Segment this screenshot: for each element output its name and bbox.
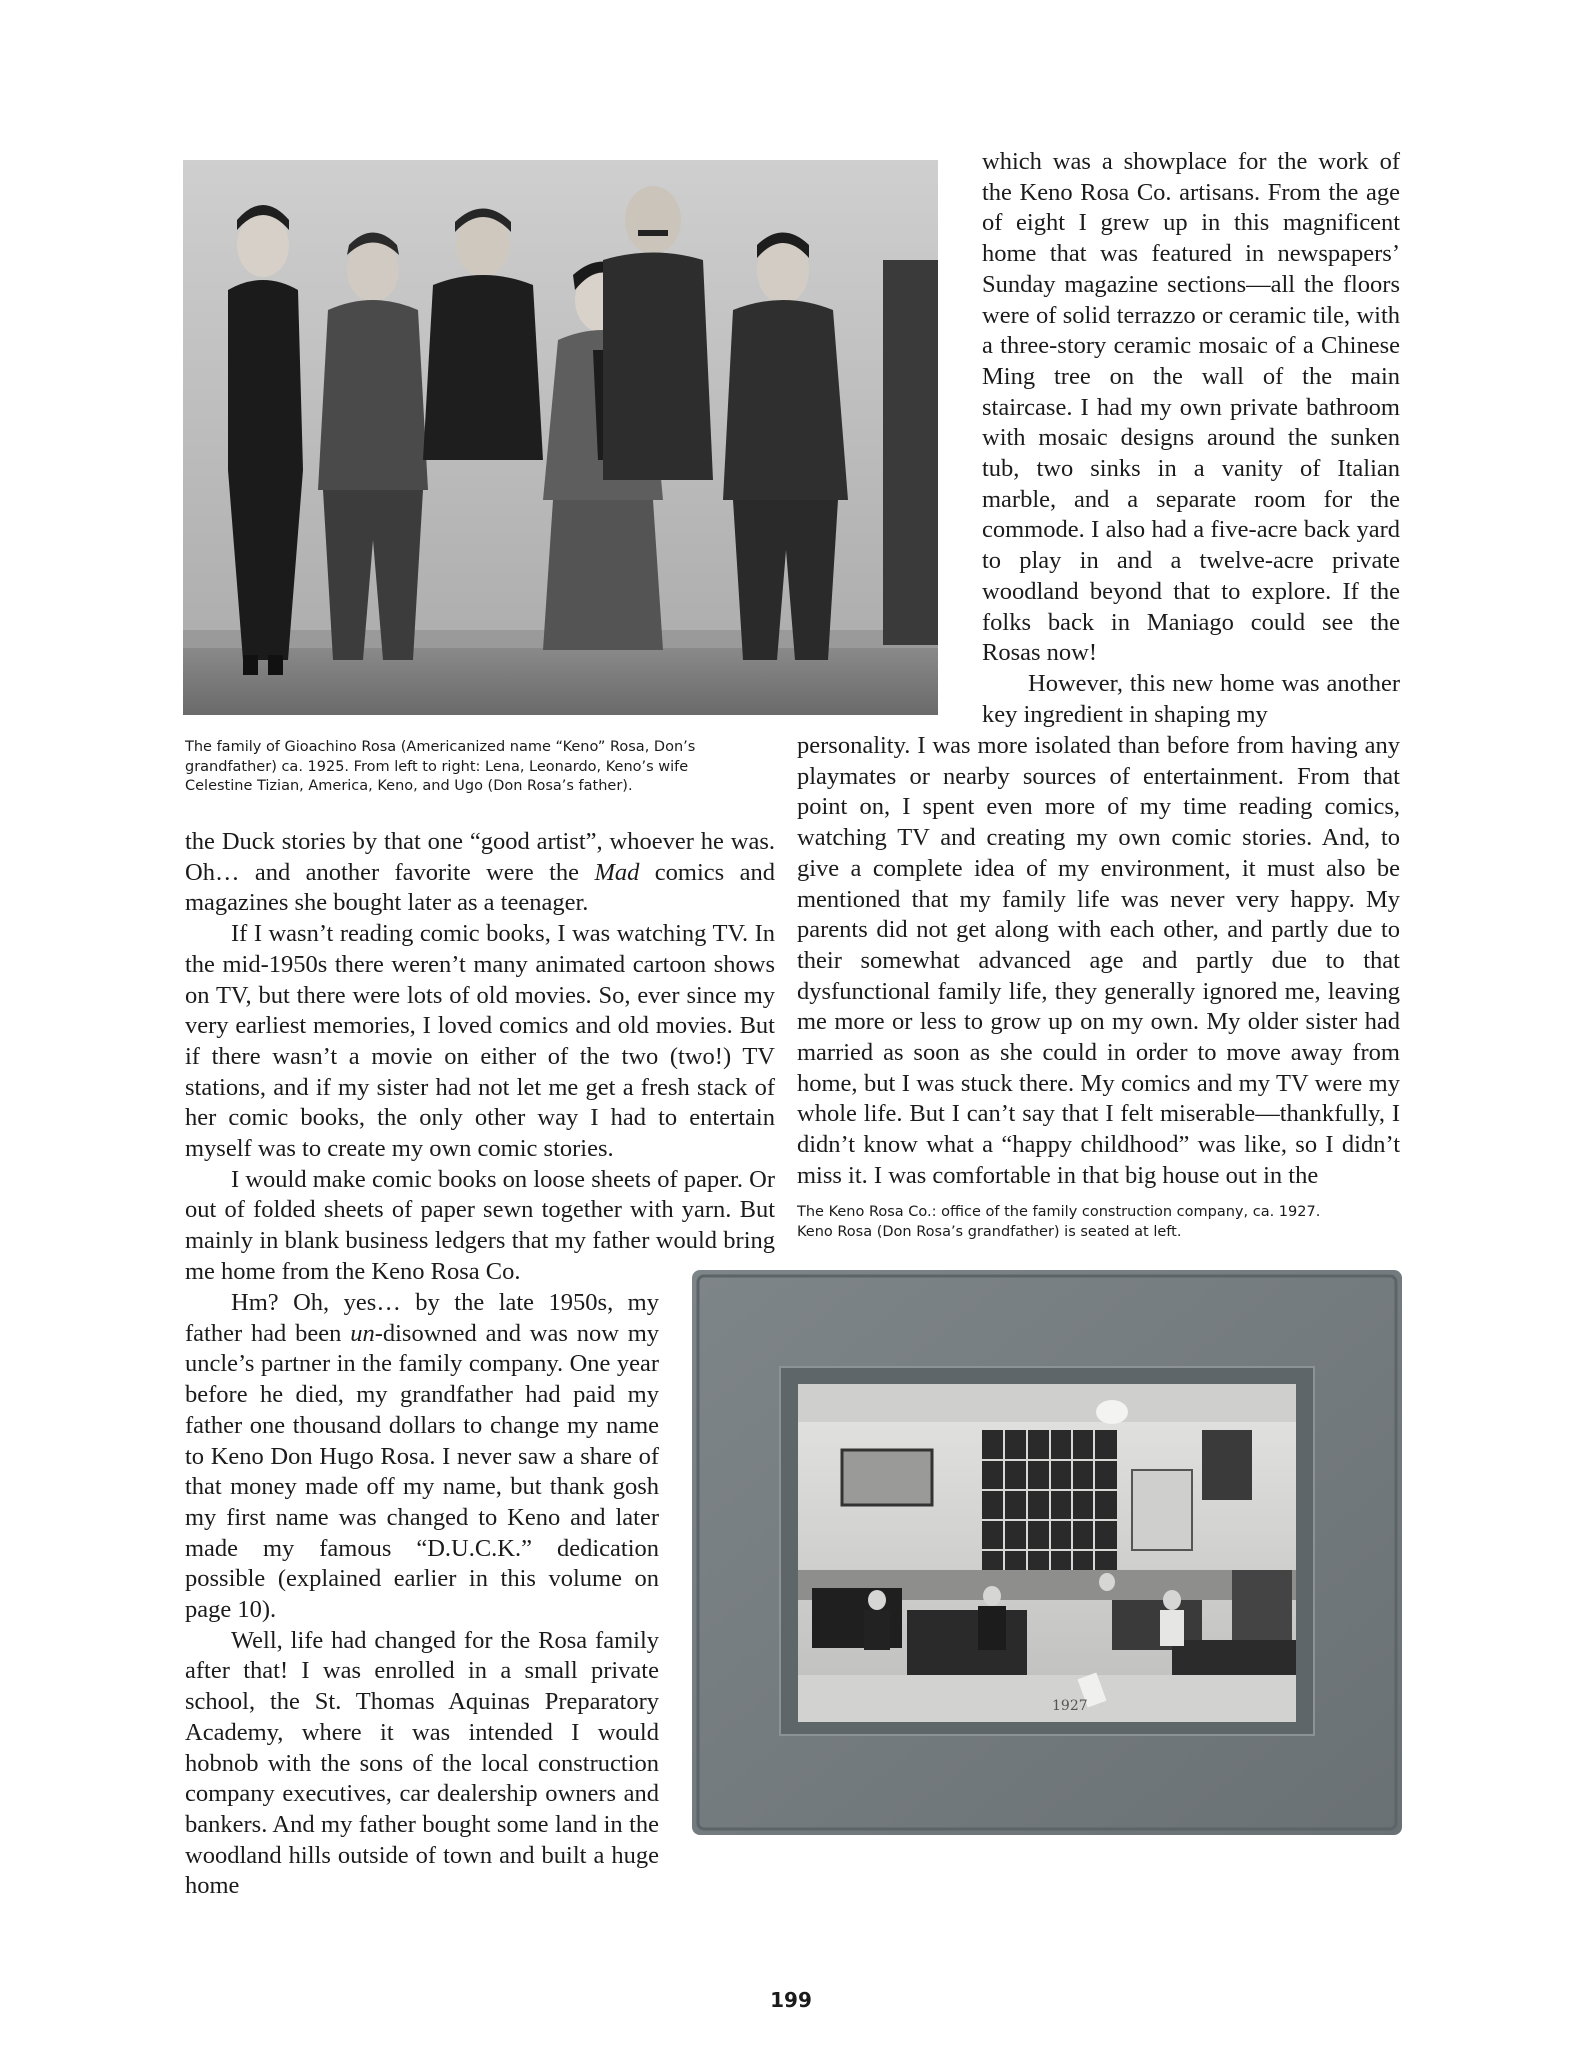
paragraph: personality. I was more isolated than before from having any playmates or nearby sources of entertainment. From that point on, I spent even more of my time reading comics, watching TV and creating my own comic stories. And, to give a complete idea of my environment, it must also be mentioned that my family life was never very happy. My parents did not get along with each other, and partly due to their somewhat advanced age and partly due to that dysfunctional family life, they generally ignored me, leaving me more or less to grow up on my own. My older sister had married as soon as she could in order to move away from home, but I was stuck there. My comics and my TV were my whole life. But I can’t say that I felt miserable—thankfully, I didn’t know what a “happy childhood” was like, so I didn’t miss it. I was comfortable in that big house out in the: [797, 732, 1400, 1189]
paragraph: which was a showplace for the work of the Keno Rosa Co. artisans. From the age of eight I grew up in this magnificent home that was featured in newspapers’ Sunday magazine sections—all the floors were of solid terrazzo or ceramic tile, with a three-story ceramic mosaic of a Chinese Ming tree on the wall of the main staircase. I had my own private bathroom with mosaic designs around the sunken tub, two sinks in a vanity of Italian marble, and a separate room for the commode. I also had a five-acre back yard to play in and a twelve-acre private woodland beyond that to explore. If the folks back in Maniago could see the Rosas now!: [982, 148, 1400, 667]
left-column-bottom: [185, 1288, 659, 1902]
text-run: -disowned and was now my uncle’s partner in the family company. One year before he died, my grandfather had paid my father one thousand dollars to change my name to Keno Don Hugo Rosa. I never saw a share of that money made off my name, but thank gosh my first name was changed to Keno and later made my famous “D.U.C.K.” dedication possible (explained earlier in this volume on page 10).: [185, 1319, 660, 1624]
paragraph: Well, life had changed for the Rosa family after that! I was enrolled in a small private school, the St. Thomas Aquinas Preparatory Academy, where it was intended I would hobnob with the sons of the local construction company executives, car dealership owners and bankers. And my father bought some land in the woodland hills outside of town and built a huge home: [185, 1626, 659, 1900]
italic-title: Mad: [594, 858, 640, 886]
right-column-middle: [797, 731, 1400, 1192]
paragraph: [185, 827, 775, 919]
paragraph: However, this new home was another key ingredient in shaping my: [982, 669, 1400, 728]
caption-line: Keno Rosa (Don Rosa’s grandfather) is seated at left.: [797, 1223, 1182, 1240]
family-photo-caption: [185, 738, 775, 797]
family-photo: [183, 160, 938, 715]
right-column-top: [982, 147, 1400, 730]
family-photo-image: [183, 160, 938, 715]
text-run: comics and magazines she bought later as a teenager.: [185, 858, 775, 917]
office-photo-caption: [797, 1203, 1417, 1242]
left-column-middle: [185, 827, 775, 1288]
caption-line: Celestine Tizian, America, Keno, and Ugo (Don Rosa’s father).: [185, 778, 633, 794]
paragraph: I would make comic books on loose sheets of paper. Or out of folded sheets of paper sewn together with yarn. But mainly in blank business ledgers that my father would bring me home from the Keno Rosa Co.: [185, 1165, 775, 1285]
italic-prefix: un: [350, 1319, 375, 1347]
caption-line: grandfather) ca. 1925. From left to right: Lena, Leonardo, Keno’s wife: [185, 758, 689, 775]
text-run: Hm? Oh, yes… by the late 1950s, my father had been: [185, 1289, 659, 1347]
office-photo-image: [692, 1270, 1402, 1835]
paragraph: [185, 1288, 659, 1626]
page-number: 199: [770, 1988, 812, 2012]
paragraph: If I wasn’t reading comic books, I was watching TV. In the mid-1950s there weren’t many animated cartoon shows on TV, but there were lots of old movies. So, ever since my very earliest memories, I loved comics and old movies. But if there wasn’t a movie on either of the two (two!) TV stations, and if my sister had not let me get a fresh stack of her comic books, the only other way I had to entertain myself was to create my own comic stories.: [185, 920, 775, 1163]
caption-line: The family of Gioachino Rosa (Americanized name “Keno” Rosa, Don’s: [185, 739, 696, 755]
text-run: the Duck stories by that one “good artist”, whoever he was. Oh… and another favorite were the: [185, 828, 775, 886]
photo-date-inscription: 1927: [1052, 1698, 1088, 1714]
office-photo: [692, 1270, 1402, 1835]
caption-line: The Keno Rosa Co.: office of the family construction company, ca. 1927.: [797, 1204, 1321, 1220]
